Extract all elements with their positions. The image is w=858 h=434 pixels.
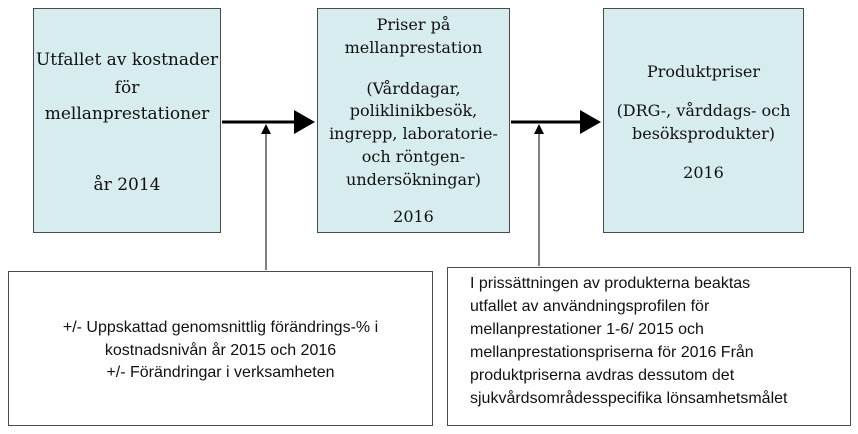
note-right-line-3: mellanprestationer 1-6/ 2015 och [470,321,704,338]
box3-line-1: Produktpriser [646,62,761,81]
note-right-line-2: utfallet av användningsprofilen för [470,298,710,315]
box2-line-2: mellanprestation [344,38,483,57]
note-pricing-basis [447,267,851,426]
note-cost-adjustment [8,271,433,426]
note-left-line-3: +/- Förändringar i verksamheten [106,364,335,381]
box2-line-1: Priser på [376,15,451,34]
box3-line-3: besöksprodukter) [631,124,775,143]
box1-line-1: Utfallet av kostnader [35,50,219,70]
box1-line-3: mellanprestationer [44,104,210,124]
box2-line-3: (Vårddagar, [366,79,461,98]
box1-line-2: för [114,78,140,98]
box3-line-4: 2016 [683,163,724,182]
note-left-line-1: +/- Uppskattad genomsnittlig förändrings-% i [62,319,379,336]
note-right-line-4: mellanprestationspriserna för 2016 Från [470,344,754,361]
note-right-line-6: sjukvårdsområdesspecifika lönsamhetsmålet [470,390,788,407]
note-right-line-5: produktpriserna avdras dessutom det [470,367,735,384]
box3-line-2: (DRG-, vårddags- och [616,101,791,120]
box2-line-4: poliklinikbesök, [349,101,478,120]
box2-line-8: 2016 [393,207,434,226]
note-left-line-2: kostnadsnivån år 2015 och 2016 [104,342,337,359]
box1-line-4: år 2014 [93,175,161,195]
box2-line-7: undersökningar) [346,170,481,189]
note-right-line-1: I prissättningen av produkterna beaktas [470,275,751,292]
box2-line-6: och röntgen- [361,147,466,166]
box2-line-5: ingrepp, laboratorie- [329,124,498,143]
